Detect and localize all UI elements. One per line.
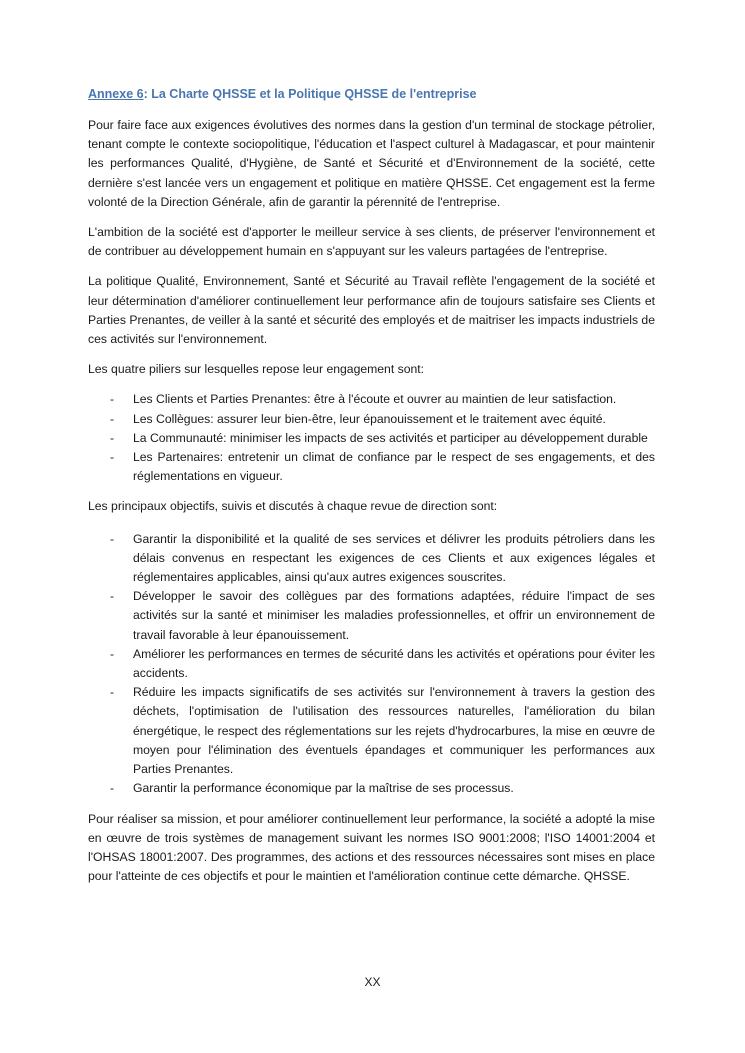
objective-text: Garantir la disponibilité et la qualité de ses services et délivrer les produits pétroliers dans les délais convenus en respectant les exigences de ces Clients et aux exigences légales et réglementaires applicables, ainsi qu'aux autres exigences souscrites. [133,531,655,585]
list-item [88,779,655,798]
list-item [88,530,655,588]
annex-heading [88,84,655,104]
bullet-dash: - [110,430,115,445]
bullet-dash: - [110,392,115,407]
annex-title: : La Charte QHSSE et la Politique QHSSE de l'entreprise [143,87,477,101]
ambition-paragraph: L'ambition de la société est d'apporter le meilleur service à ses clients, de préserver l'environnement et de contribuer au développement humain en s'appuyant sur les valeurs partagées de l'entreprise. [88,225,655,259]
bullet-dash: - [110,450,115,465]
bullet-dash: - [110,646,115,661]
pillar-text: Les Clients et Parties Prenantes: être à l'écoute et ouvrer au maintien de leur satisfaction. [133,392,617,407]
objective-text: Développer le savoir des collègues par des formations adaptées, réduire l'impact de ses activités sur la santé et minimiser les maladies professionnelles, et offrir un environnement de travail favorable à leur épanouissement. [133,589,655,642]
annex-label: Annexe 6 [88,87,144,101]
bullet-dash: - [110,589,115,604]
bullet-dash: - [110,781,115,796]
bullet-dash: - [110,531,115,546]
pillar-text: Les Collègues: assurer leur bien-être, leur épanouissement et le traitement avec équité. [133,411,606,426]
pillars-intro: Les quatre piliers sur lesquelles repose leur engagement sont: [88,362,425,377]
policy-paragraph: La politique Qualité, Environnement, Santé et Sécurité au Travail reflète l'engagement de la société et leur détermination d'améliorer continuellement leur performance afin de toujours satisfaire ses Clients et Parties Prenantes, de veiller à la santé et sécurité des employés et de maitriser les impacts industriels de ces activités sur l'environnement. [88,274,655,347]
pillar-text: Les Partenaires: entretenir un climat de confiance par le respect de ses engagements, et des réglementations en vigueur. [133,450,655,484]
objective-text: Garantir la performance économique par la maîtrise de ses processus. [133,781,514,796]
objective-text: Améliorer les performances en termes de sécurité dans les activités et opérations pour éviter les accidents. [133,646,655,681]
objectives-list [88,530,655,799]
bullet-dash: - [110,685,115,700]
pillars-list [88,390,655,486]
list-item [88,410,655,429]
closing-paragraph: Pour réaliser sa mission, et pour améliorer continuellement leur performance, la société a adopté la mise en œuvre de trois systèmes de management suivant les normes ISO 9001:2008; l'ISO 14001:2004 et l'OHSAS 18001:2007. Des programmes, des actions et des ressources nécessaires sont mises en place pour l'atteinte de ces objectifs et pour le maintien et l'amélioration continue cette démarche. QHSSE. [88,811,655,884]
list-item [88,645,655,683]
intro-paragraph: Pour faire face aux exigences évolutives des normes dans la gestion d'un terminal de stockage pétrolier, tenant compte le contexte sociopolitique, l'éducation et l'aspect culturel à Madagascar, et pour maintenir les performances Qualité, d'Hygiène, de Santé et Sécurité et d'Environnement de la société, cette dernière s'est lancée vers un engagement et politique en matière QHSSE. Cet engagement est la ferme volonté de la Direction Générale, afin de garantir la pérennité de l'entreprise. [88,118,655,209]
objective-text: Réduire les impacts significatifs de ses activités sur l'environnement à travers la gestion des déchets, l'optimisation de l'utilisation des ressources naturelles, l'amélioration du bilan énergétique, le respect des réglementations sur les rejets d'hydrocarbures, la mise en œuvre de moyen pour l'élimination des éventuels épandages et communiquer les performances aux Parties Prenantes. [133,685,655,777]
page-number: XX [364,975,381,989]
bullet-dash: - [110,411,115,426]
list-item [88,587,655,645]
objectives-intro: Les principaux objectifs, suivis et discutés à chaque revue de direction sont: [88,499,498,514]
list-item [88,429,655,448]
list-item [88,448,655,486]
list-item [88,683,655,779]
list-item [88,390,655,409]
pillar-text: La Communauté: minimiser les impacts de ses activités et participer au développement durable [133,430,648,445]
document-page [88,84,655,897]
